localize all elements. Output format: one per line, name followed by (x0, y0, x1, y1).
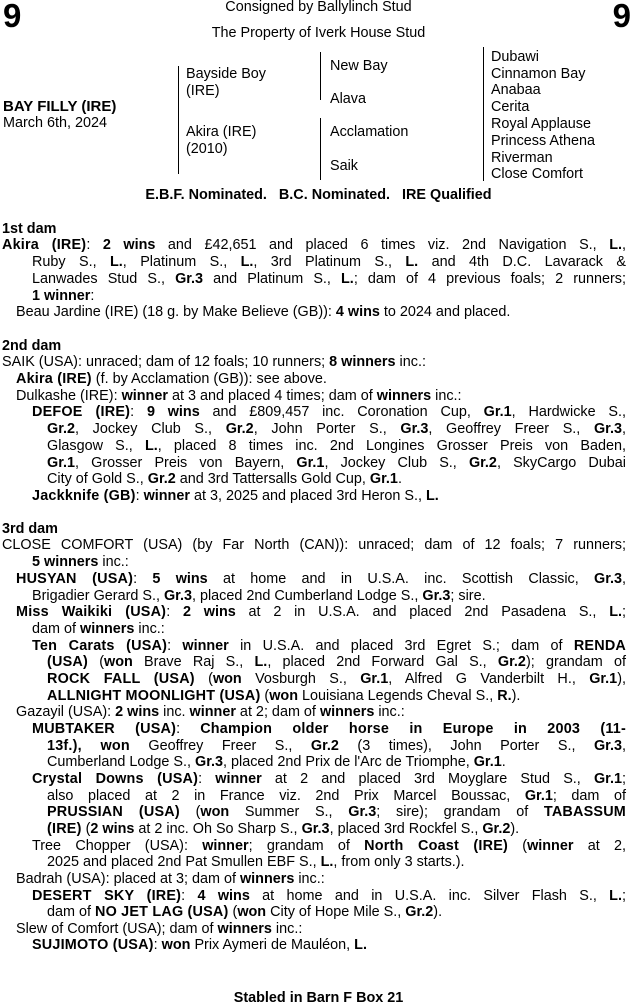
lot-number-right: 9 (612, 0, 631, 34)
pedigree-divider-1 (178, 66, 179, 174)
third-dam-heading: 3rd dam (2, 521, 58, 537)
third-dam-line: (USA) (won Brave Raj S., L., placed 2nd Forward Gal S., Gr.2); grandam of (47, 654, 626, 670)
third-dam-line: HUSYAN (USA): 5 wins at home and in U.S.A. inc. Scottish Classic, Gr.3, (16, 571, 627, 587)
third-dam-line: Crystal Downs (USA): winner at 2 and placed 3rd Moyglare Stud S., Gr.1; (32, 771, 626, 787)
third-dam-line: DESERT SKY (IRE): 4 wins at home and in U.S.A. inc. Silver Flash S., L.; (32, 888, 626, 904)
gen3-4: Cerita (491, 99, 530, 115)
dam-sire: Acclamation (330, 124, 409, 140)
first-dam-line: Ruby S., L., Platinum S., L., 3rd Platinum S., L. and 4th D.C. Lavarack & (32, 254, 626, 270)
sire: Bayside Boy (IRE) (186, 66, 266, 99)
second-dam-line: SAIK (USA): unraced; dam of 12 foals; 10 runners; 8 winners inc.: (2, 354, 426, 370)
third-dam-line: PRUSSIAN (USA) (won Summer S., Gr.3; sire); grandam of TABASSUM (47, 804, 626, 820)
first-dam-line: 1 winner: (32, 288, 95, 304)
second-dam-line: Gr.2, Jockey Club S., Gr.2, John Porter S., Gr.3, Geoffrey Freer S., Gr.3, (47, 421, 626, 437)
gen3-2: Cinnamon Bay (491, 66, 586, 82)
pedigree-divider-3 (320, 118, 321, 180)
second-dam-line: City of Gold S., Gr.2 and 3rd Tattersalls Gold Cup, Gr.1. (47, 471, 402, 487)
second-dam-line: Dulkashe (IRE): winner at 3 and placed 4 times; dam of winners inc.: (16, 388, 462, 404)
first-dam-heading: 1st dam (2, 221, 57, 237)
third-dam-line: dam of NO JET LAG (USA) (won City of Hope Mile S., Gr.2). (47, 904, 443, 920)
consignor: Consigned by Ballylinch Stud (225, 0, 412, 15)
third-dam-line: ALLNIGHT MOONLIGHT (USA) (won Louisiana Legends Cheval S., R.). (47, 688, 521, 704)
lot-number-left: 9 (3, 0, 22, 34)
first-dam-line: Akira (IRE): 2 wins and £42,651 and placed 6 times viz. 2nd Navigation S., L., (2, 237, 627, 253)
first-dam-line: Lanwades Stud S., Gr.3 and Platinum S., L.; dam of 4 previous foals; 2 runners; (32, 271, 626, 287)
gen3-3: Anabaa (491, 82, 541, 98)
second-dam-line: Gr.1, Grosser Preis von Bayern, Gr.1, Jockey Club S., Gr.2, SkyCargo Dubai (47, 455, 626, 471)
gen3-8: Close Comfort (491, 166, 583, 182)
third-dam-line: CLOSE COMFORT (USA) (by Far North (CAN)): unraced; dam of 12 foals; 7 runners; (2, 537, 626, 553)
third-dam-line: Ten Carats (USA): winner in U.S.A. and placed 3rd Egret S.; dam of RENDA (32, 638, 627, 654)
second-dam-line: Glasgow S., L., placed 8 times inc. 2nd Longines Grosser Preis von Baden, (47, 438, 626, 454)
third-dam-line: dam of winners inc.: (32, 621, 165, 637)
first-dam-line: Beau Jardine (IRE) (18 g. by Make Believe (GB)): 4 wins to 2024 and placed. (16, 304, 511, 320)
nominations: E.B.F. Nominated. B.C. Nominated. IRE Qualified (145, 187, 492, 203)
third-dam-line: 5 winners inc.: (32, 554, 129, 570)
gen3-6: Princess Athena (491, 133, 595, 149)
third-dam-line: Badrah (USA): placed at 3; dam of winners inc.: (16, 871, 325, 887)
pedigree-divider-4 (483, 47, 484, 181)
third-dam-line: Tree Chopper (USA): winner; grandam of North Coast (IRE) (winner at 2, (32, 838, 626, 854)
horse-name: BAY FILLY (IRE) (3, 98, 117, 115)
third-dam-line: Cumberland Lodge S., Gr.3, placed 2nd Prix de l'Arc de Triomphe, Gr.1. (47, 754, 506, 770)
second-dam-heading: 2nd dam (2, 338, 62, 354)
second-dam-line: DEFOE (IRE): 9 wins and £809,457 inc. Coronation Cup, Gr.1, Hardwicke S., (32, 404, 627, 420)
vendor: The Property of Iverk House Stud (211, 25, 426, 41)
dam-dam: Saik (330, 158, 358, 174)
third-dam-line: ROCK FALL (USA) (won Vosburgh S., Gr.1, Alfred G Vanderbilt H., Gr.1), (47, 671, 626, 687)
gen3-7: Riverman (491, 150, 553, 166)
pedigree-divider-2 (320, 52, 321, 100)
third-dam-line: Slew of Comfort (USA); dam of winners inc.: (16, 921, 303, 937)
stabling-info: Stabled in Barn F Box 21 (233, 990, 404, 1006)
gen3-5: Royal Applause (491, 116, 592, 132)
third-dam-line: MUBTAKER (USA): Champion older horse in Europe in 2003 (11- (32, 721, 626, 737)
third-dam-line: SUJIMOTO (USA): won Prix Aymeri de Mauléon, L. (32, 937, 367, 953)
third-dam-line: Gazayil (USA): 2 wins inc. winner at 2; dam of winners inc.: (16, 704, 405, 720)
foaling-date: March 6th, 2024 (3, 115, 107, 131)
sire-dam: Alava (330, 91, 366, 107)
third-dam-line: Brigadier Gerard S., Gr.3, placed 2nd Cumberland Lodge S., Gr.3; sire. (32, 588, 486, 604)
third-dam-line: Miss Waikiki (USA): 2 wins at 2 in U.S.A. and placed 2nd Pasadena S., L.; (16, 604, 626, 620)
third-dam-line: (IRE) (2 wins at 2 inc. Oh So Sharp S., Gr.3, placed 3rd Rockfel S., Gr.2). (47, 821, 520, 837)
dam: Akira (IRE) (2010) (186, 124, 257, 157)
third-dam-line: 13f.), won Geoffrey Freer S., Gr.2 (3 times), John Porter S., Gr.3, (47, 738, 626, 754)
third-dam-line: also placed at 2 in France viz. 2nd Prix Marcel Boussac, Gr.1; dam of (47, 788, 626, 804)
third-dam-line: 2025 and placed 2nd Pat Smullen EBF S., L., from only 3 starts.). (47, 854, 465, 870)
second-dam-line: Akira (IRE) (f. by Acclamation (GB)): see above. (16, 371, 327, 387)
gen3-1: Dubawi (491, 49, 539, 65)
sire-sire: New Bay (330, 58, 388, 74)
second-dam-line: Jackknife (GB): winner at 3, 2025 and placed 3rd Heron S., L. (32, 488, 439, 504)
